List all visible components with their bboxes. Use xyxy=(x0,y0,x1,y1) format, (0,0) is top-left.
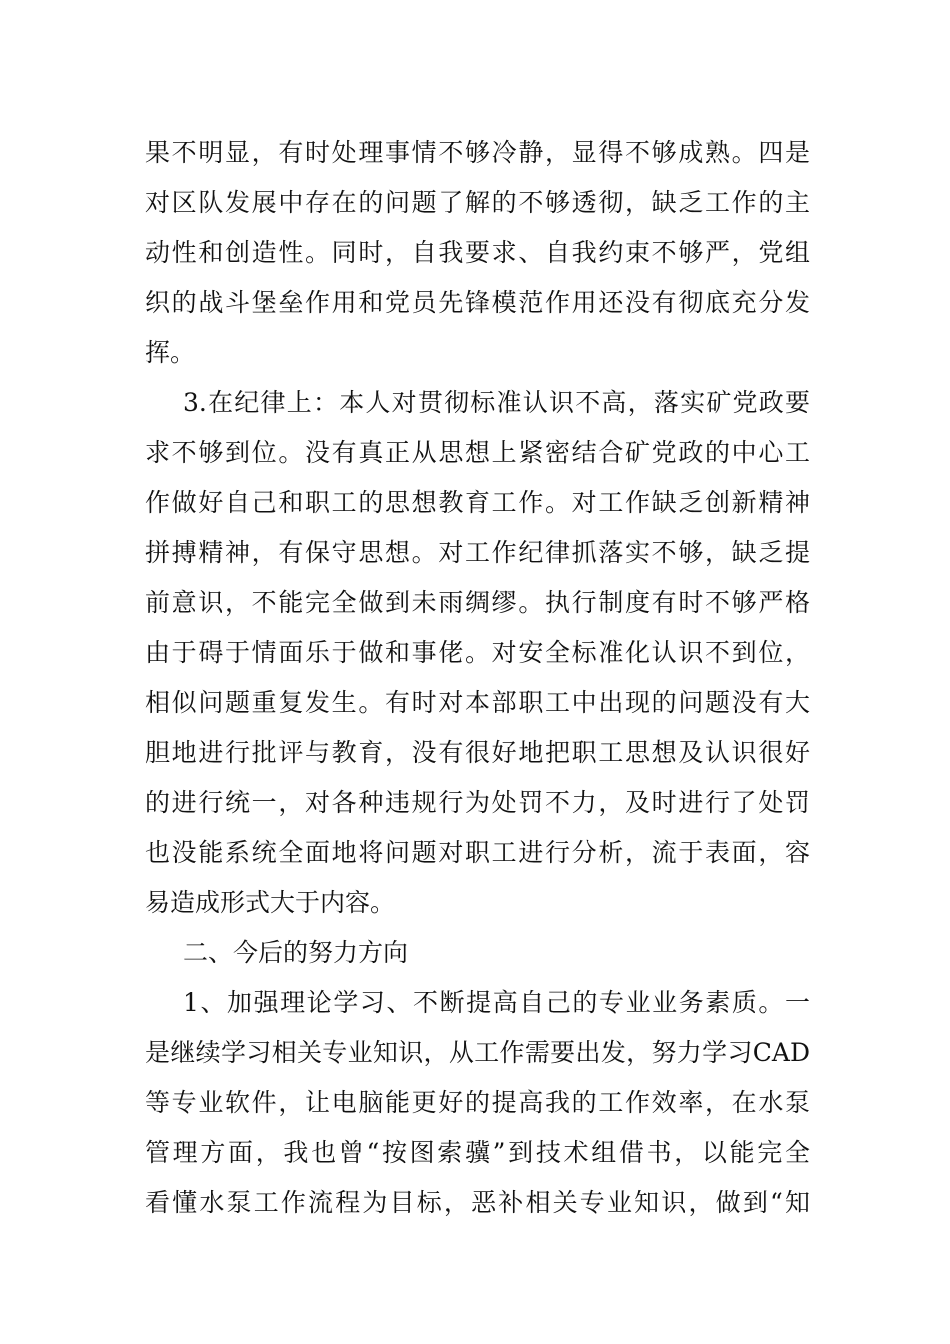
text-line: 看懂水泵工作流程为目标，恶补相关专业知识，做到“知 xyxy=(145,1188,810,1217)
text-line: 作做好自己和职工的思想教育工作。对工作缺乏创新精神 xyxy=(145,488,810,517)
section-heading: 二、今后的努力方向 xyxy=(183,938,409,967)
text-line: 果不明显，有时处理事情不够冷静，显得不够成熟。四是 xyxy=(145,138,810,167)
text-line: 拼搏精神，有保守思想。对工作纪律抓落实不够，缺乏提 xyxy=(145,538,810,567)
text-line: 的进行统一，对各种违规行为处罚不力，及时进行了处罚 xyxy=(145,788,810,817)
text-line: 求不够到位。没有真正从思想上紧密结合矿党政的中心工 xyxy=(145,438,810,467)
document-body xyxy=(145,128,810,1228)
text-line: 动性和创造性。同时，自我要求、自我约束不够严，党组 xyxy=(145,238,810,267)
paragraph-start-line: 1、加强理论学习、不断提高自己的专业业务素质。一 xyxy=(183,988,810,1017)
text-line: 前意识，不能完全做到未雨绸缪。执行制度有时不够严格 xyxy=(145,588,810,617)
text-line: 相似问题重复发生。有时对本部职工中出现的问题没有大 xyxy=(145,688,810,717)
text-line: 由于碍于情面乐于做和事佬。对安全标准化认识不到位， xyxy=(145,638,810,667)
text-line: 对区队发展中存在的问题了解的不够透彻，缺乏工作的主 xyxy=(145,188,810,217)
text-line: 易造成形式大于内容。 xyxy=(145,888,396,917)
text-line: 胆地进行批评与教育，没有很好地把职工思想及认识很好 xyxy=(145,738,810,767)
text-line: 管理方面，我也曾“按图索骥”到技术组借书，以能完全 xyxy=(145,1138,810,1167)
text-line: 等专业软件，让电脑能更好的提高我的工作效率，在水泵 xyxy=(145,1088,810,1117)
text-line: 也没能系统全面地将问题对职工进行分析，流于表面，容 xyxy=(145,838,810,867)
text-line: 织的战斗堡垒作用和党员先锋模范作用还没有彻底充分发 xyxy=(145,288,810,317)
text-line: 挥。 xyxy=(145,338,196,367)
paragraph-start-line: 3.在纪律上：本人对贯彻标准认识不高，落实矿党政要 xyxy=(183,388,810,417)
text-line: 是继续学习相关专业知识，从工作需要出发，努力学习CAD xyxy=(145,1038,810,1067)
